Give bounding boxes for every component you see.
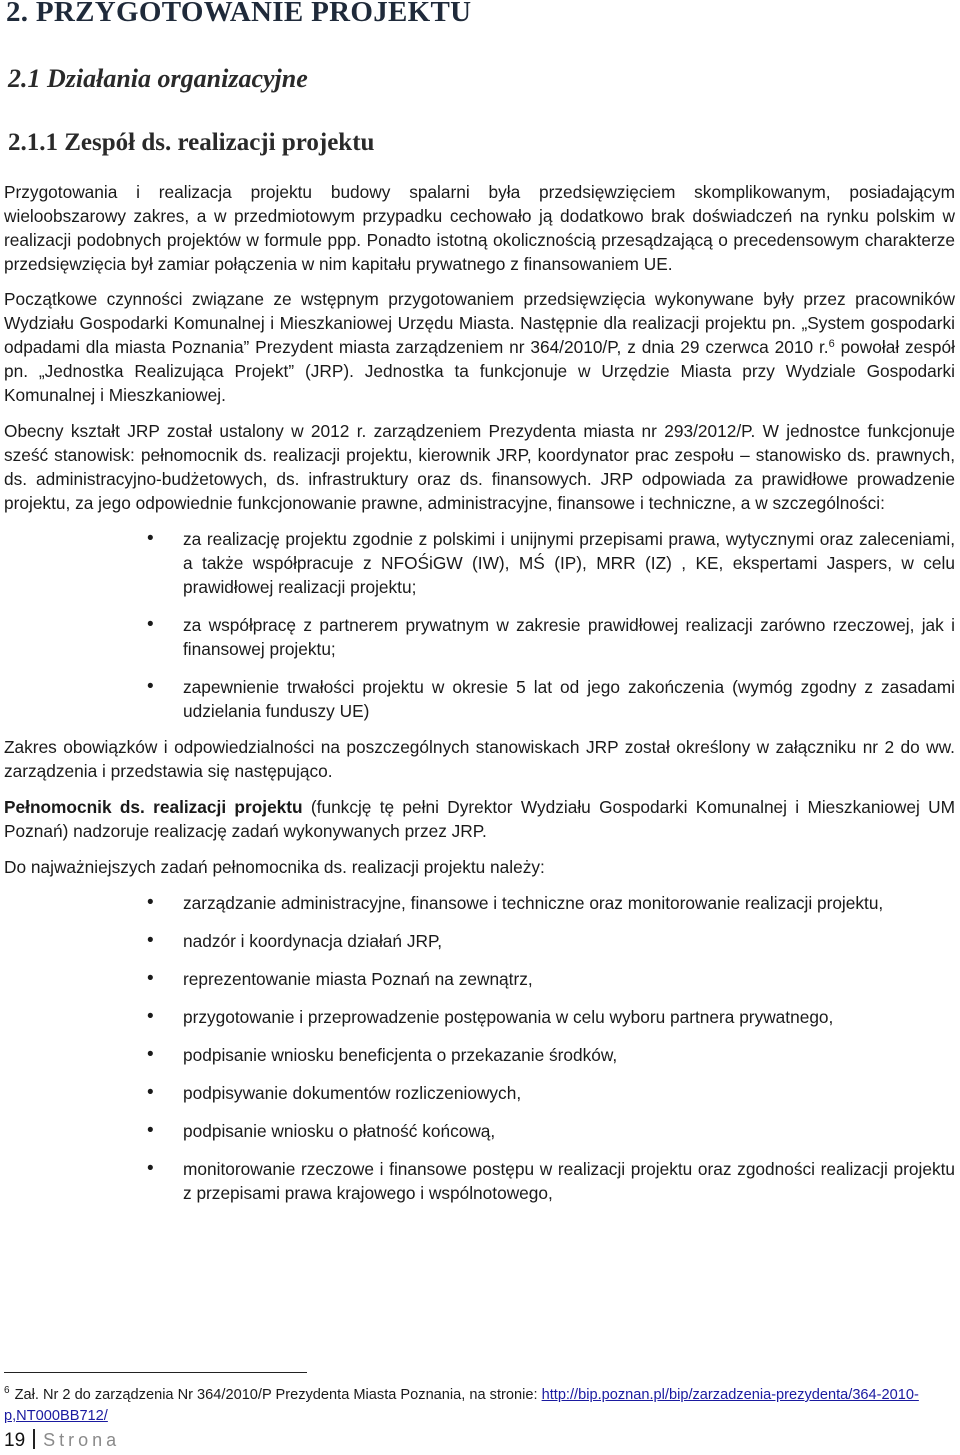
footnote-link[interactable]: http://bip.poznan.pl/bip/zarzadzenia-prezydenta/364-2010-p,NT000BB712/	[4, 1387, 919, 1424]
plenipotentiary-tasks-list	[4, 891, 955, 1205]
footnote-text: Zał. Nr 2 do zarządzenia Nr 364/2010/P Prezydenta Miasta Poznania, na stronie:	[14, 1387, 542, 1403]
page-label: Strona	[43, 1430, 121, 1450]
footnote-separator	[4, 1372, 307, 1373]
paragraph-initial-activities-text-cont: powołał zespół pn. „Jednostka Realizująca Projekt” (JRP). Jednostka ta funkcjonuje w Urzędzie Miasta przy Wydziale Gospodarki Komunalnej i Mieszkaniowej.	[4, 337, 955, 405]
subsection-heading: 2.1.1 Zespół ds. realizacji projektu	[8, 129, 375, 156]
list-item: • monitorowanie rzeczowe i finansowe postępu w realizacji projektu oraz zgodności realizacji projektu z przepisami prawa krajowego i wspólnotowego,	[4, 1157, 955, 1205]
jrp-duties-list	[4, 527, 955, 723]
list-item: • podpisanie wniosku o płatność końcową,	[4, 1119, 955, 1143]
plenipotentiary-text: (funkcję tę pełni Dyrektor Wydziału Gospodarki Komunalnej i Mieszkaniowej UM Poznań) nadzoruje realizację zadań wykonywanych przez JRP.	[4, 797, 955, 841]
chapter-heading: 2. PRZYGOTOWANIE PROJEKTU	[6, 0, 472, 28]
list-item: • zapewnienie trwałości projektu w okresie 5 lat od jego zakończenia (wymóg zgodny z zasadami udzielania funduszy UE)	[4, 675, 955, 723]
list-item: • reprezentowanie miasta Poznań na zewnątrz,	[4, 967, 955, 991]
list-item: • zarządzanie administracyjne, finansowe i techniczne oraz monitorowanie realizacji projektu,	[4, 891, 955, 915]
paragraph-intro: Przygotowania i realizacja projektu budowy spalarni była przedsięwzięciem skomplikowanym, posiadającym wieloobszarowy zakres, a w przedmiotowym przypadku cechowało ją dodatkowo brak doświadczeń na rynku polskim w realizacji podobnych projektów w formule ppp. Ponadto istotną okolicznością przesądzającą o precedensowym charakterze przedsięwzięcia był zamiar połączenia w nim kapitału prywatnego z finansowaniem UE.	[4, 182, 955, 274]
list-item: • za współpracę z partnerem prywatnym w zakresie prawidłowej realizacji zarówno rzeczowej, jak i finansowej projektu;	[4, 613, 955, 661]
paragraph-initial-activities-text: Początkowe czynności związane ze wstępnym przygotowaniem przedsięwzięcia wykonywane były przez pracowników Wydziału Gospodarki Komunalnej i Mieszkaniowej Urzędu Miasta. Następnie dla realizacji projektu pn. „System gospodarki odpadami dla miasta Poznania” Prezydent miasta zarządzeniem nr 364/2010/P, z dnia 29 czerwca 2010 r.	[4, 289, 955, 357]
paragraph-plenipotentiary	[4, 795, 955, 843]
paragraph-initial-activities	[4, 287, 955, 407]
list-item: • za realizację projektu zgodnie z polskimi i unijnymi przepisami prawa, wytycznymi oraz zaleceniami, a także współpracuje z NFOŚiGW (IW), MŚ (IP), MRR (IZ) , KE, ekspertami Jaspers, w celu prawidłowej realizacji projektu;	[4, 527, 955, 599]
list-item: • nadzór i koordynacja działań JRP,	[4, 929, 955, 953]
list-item: • podpisanie wniosku beneficjenta o przekazanie środków,	[4, 1043, 955, 1067]
list-item: • przygotowanie i przeprowadzenie postępowania w celu wyboru partnera prywatnego,	[4, 1005, 955, 1029]
body-text	[4, 180, 955, 1205]
paragraph-tasks-intro: Do najważniejszych zadań pełnomocnika ds. realizacji projektu należy:	[4, 857, 545, 877]
paragraph-responsibilities: Zakres obowiązków i odpowiedzialności na poszczególnych stanowiskach JRP został określony w załączniku nr 2 do ww. zarządzenia i przedstawia się następująco.	[4, 737, 955, 781]
footnote	[4, 1380, 956, 1427]
section-heading: 2.1 Działania organizacyjne	[8, 64, 308, 93]
list-item: • podpisywanie dokumentów rozliczeniowych,	[4, 1081, 955, 1105]
page-number: 19	[4, 1430, 26, 1451]
page-footer	[4, 1429, 120, 1452]
paragraph-jrp-shape: Obecny kształt JRP został ustalony w 2012 r. zarządzeniem Prezydenta miasta nr 293/2012/P. W jednostce funkcjonuje sześć stanowisk: pełnomocnik ds. realizacji projektu, kierownik JRP, koordynator prac zespołu – stanowisko ds. prawnych, ds. administracyjno-budżetowych, ds. infrastruktury oraz ds. finansowych. JRP odpowiada za prawidłowe prowadzenie projektu, za jego odpowiednie funkcjonowanie prawne, administracyjne, finansowe i techniczne, a w szczególności:	[4, 421, 955, 513]
plenipotentiary-title: Pełnomocnik ds. realizacji projektu	[4, 797, 303, 817]
footnote-ref[interactable]: 6	[828, 338, 835, 350]
footer-divider	[33, 1429, 35, 1449]
footnote-number: 6	[4, 1385, 10, 1396]
